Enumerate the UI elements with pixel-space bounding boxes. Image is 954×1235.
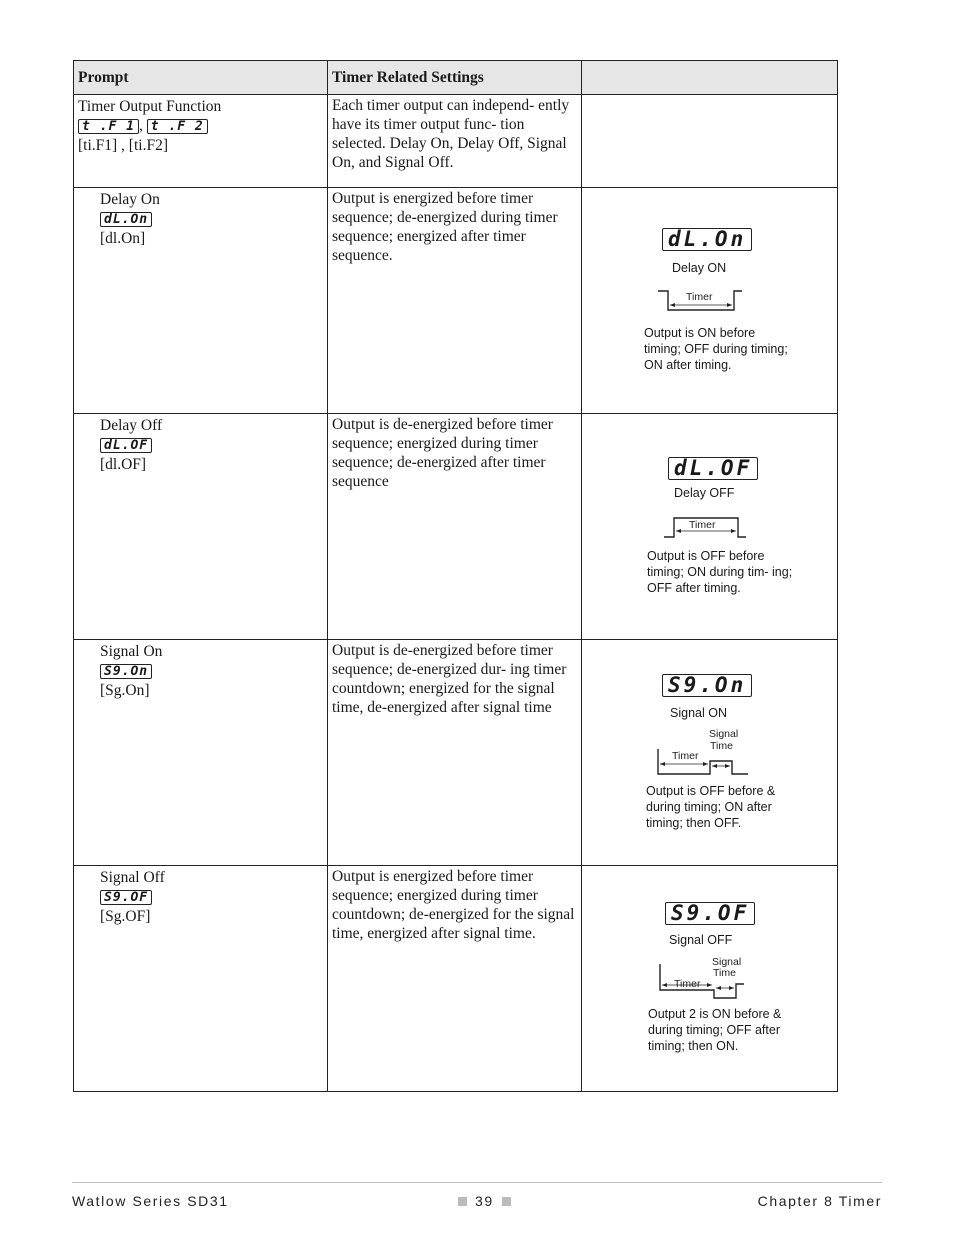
- prompt-code: [Sg.On]: [100, 682, 150, 699]
- prompt-code: [dl.On]: [100, 230, 146, 247]
- table-row: [74, 188, 838, 414]
- footer-chapter: Chapter 8 Timer: [757, 1193, 882, 1209]
- timing-diagram: [582, 866, 838, 1091]
- description-text: Output is energized before timer sequence; energized during timer countdown; de-energized for the signal time, energized after signal time.: [332, 868, 575, 942]
- lcd-prompt-code: S9.On: [100, 664, 152, 679]
- table-row: [74, 95, 838, 188]
- lcd-display: dL.OF: [668, 457, 758, 480]
- timing-diagram: [582, 414, 838, 639]
- prompt-code: [ti.F1] , [ti.F2]: [78, 137, 168, 154]
- lcd-prompt-code: t .F 2: [147, 119, 208, 134]
- prompt-label: Delay Off: [100, 417, 163, 434]
- time-label: Time: [713, 967, 736, 979]
- table-header-row: [74, 61, 838, 95]
- illustration-cell: [582, 640, 838, 866]
- signal-label: Signal: [709, 728, 739, 740]
- lcd-prompt-code: t .F 1: [78, 119, 139, 134]
- timer-label: Timer: [674, 978, 701, 990]
- description-cell: [328, 188, 582, 414]
- description-cell: [328, 866, 582, 1092]
- output-note: Output is ON before timing; OFF during timing; ON after timing.: [644, 326, 788, 372]
- output-note: Output is OFF before timing; ON during tim- ing; OFF after timing.: [647, 549, 793, 595]
- display-caption: Signal OFF: [669, 933, 733, 947]
- prompt-cell: [74, 866, 328, 1092]
- lcd-display: S9.OF: [665, 902, 755, 925]
- footer-page-number-group: [450, 1193, 519, 1209]
- timer-label: Timer: [689, 519, 716, 531]
- description-text: Output is de-energized before timer sequence; energized during timer sequence; de-energized after timer sequence: [332, 416, 553, 490]
- timing-diagram: [582, 640, 838, 865]
- illustration-cell: [582, 414, 838, 640]
- table-row: [74, 414, 838, 640]
- page-footer: [72, 1182, 882, 1209]
- square-bullet-icon: [458, 1197, 467, 1206]
- prompt-cell: [74, 95, 328, 188]
- header-illustration: [582, 61, 838, 95]
- prompt-label: Signal Off: [100, 869, 165, 886]
- square-bullet-icon: [502, 1197, 511, 1206]
- output-note: Output is OFF before & during timing; ON after timing; then OFF.: [646, 784, 776, 830]
- display-caption: Delay ON: [672, 261, 727, 275]
- prompt-label: Signal On: [100, 643, 163, 660]
- lcd-prompt-code: S9.OF: [100, 890, 152, 905]
- illustration-cell: [582, 866, 838, 1092]
- prompt-cell: [74, 640, 328, 866]
- description-cell: [328, 414, 582, 640]
- description-text: Each timer output can independ- ently have its timer output func- tion selected. Delay On, Delay Off, Signal On, and Signal Off.: [332, 97, 570, 171]
- timer-label: Timer: [672, 750, 699, 762]
- table-row: [74, 640, 838, 866]
- illustration-cell: [582, 188, 838, 414]
- timer-settings-table: [73, 60, 838, 1092]
- description-cell: [328, 95, 582, 188]
- illustration-cell: [582, 95, 838, 188]
- prompt-label: Timer Output Function: [78, 98, 222, 115]
- prompt-code: [Sg.OF]: [100, 908, 151, 925]
- lcd-display: dL.On: [662, 228, 752, 251]
- prompt-cell: [74, 414, 328, 640]
- timing-diagram: [582, 188, 838, 413]
- description-text: Output is energized before timer sequence; de-energized during timer sequence; energized after timer sequence.: [332, 190, 558, 264]
- timer-label: Timer: [686, 291, 713, 303]
- lcd-display: S9.On: [662, 674, 752, 697]
- display-caption: Signal ON: [670, 706, 727, 720]
- prompt-label: Delay On: [100, 191, 160, 208]
- prompt-code: [dl.OF]: [100, 456, 147, 473]
- display-caption: Delay OFF: [674, 486, 735, 500]
- table-row: [74, 866, 838, 1092]
- output-note: Output 2 is ON before & during timing; OFF after timing; then ON.: [648, 1007, 782, 1053]
- lcd-separator: ,: [138, 117, 143, 134]
- page-number: 39: [475, 1193, 494, 1209]
- lcd-prompt-code: dL.OF: [100, 438, 152, 453]
- signal-label: Signal: [712, 956, 742, 968]
- header-settings: Timer Related Settings: [328, 61, 582, 95]
- prompt-cell: [74, 188, 328, 414]
- lcd-prompt-code: dL.On: [100, 212, 152, 227]
- header-prompt: Prompt: [74, 61, 328, 95]
- footer-product: Watlow Series SD31: [72, 1193, 229, 1209]
- description-text: Output is de-energized before timer sequence; de-energized dur- ing timer countdown; energized for the signal time, de-energized after signal time: [332, 642, 567, 716]
- time-label: Time: [710, 740, 733, 752]
- description-cell: [328, 640, 582, 866]
